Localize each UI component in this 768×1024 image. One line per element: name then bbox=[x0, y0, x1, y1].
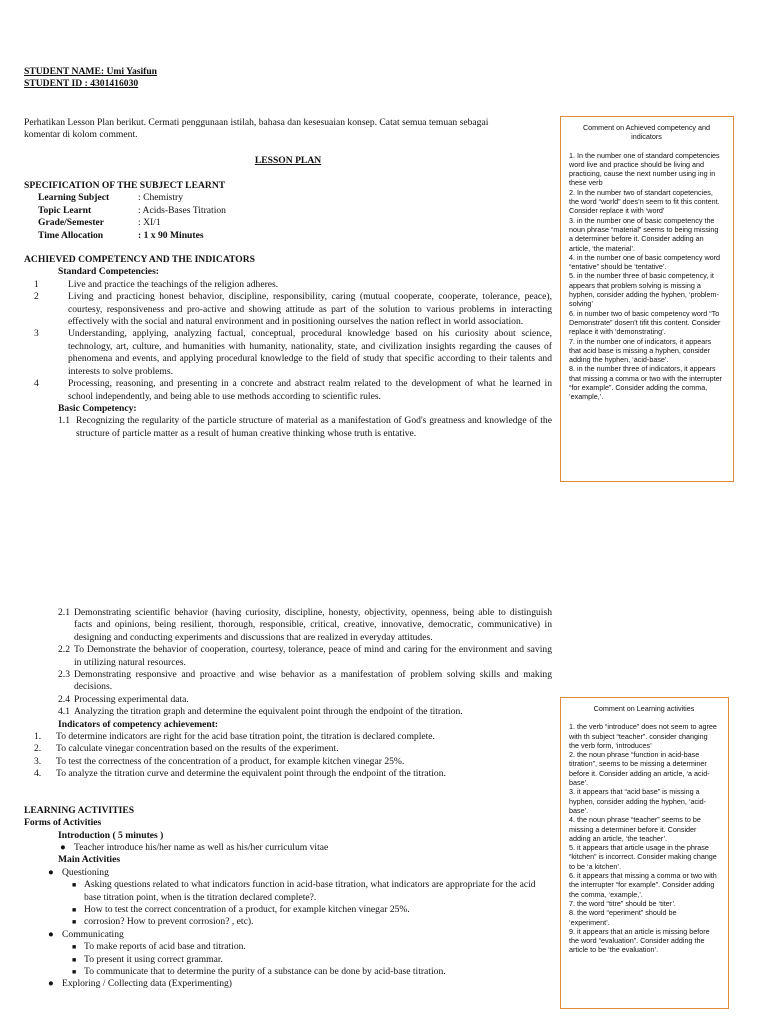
student-identity bbox=[24, 66, 157, 91]
indicator-item: 1. To determine indicators are right for the acid base titration point, the titration is declared complete. bbox=[34, 731, 435, 743]
bullet-icon: ● bbox=[60, 841, 66, 853]
square-bullet-icon: ■ bbox=[72, 905, 77, 914]
basic-item: 4.1 Analyzing the titration graph and determine the equivalent point through the endpoint of the titration. bbox=[58, 706, 463, 718]
indicator-item: 2. To calculate vinegar concentration based on the results of the experiment. bbox=[34, 743, 339, 755]
standard-item: 4 Processing, reasoning, and presenting in a concrete and abstract realm related to the development of what he learned in school independently, and being able to use methods according to scientific rules. bbox=[34, 378, 552, 402]
standard-item: 3 Understanding, applying, analyzing factual, conceptual, procedural knowledge based on his curiosity about science, technology, art, culture, and humanities with humanity, nationality, state, and civilization insights regarding the causes of phenomena and events, and applying procedural knowledge to the field of study that specific according to their talents and interests to solve problems. bbox=[34, 328, 552, 377]
list-item: ■ To make reports of acid base and titration. bbox=[72, 941, 246, 953]
basic-item: 2.4 Processing experimental data. bbox=[58, 693, 189, 705]
basic-item: 2.1 Demonstrating scientific behavior (having curiosity, discipline, honesty, objectivity, openness, being able to distinguish facts and opinions, being resilient, thorough, responsible, critical, creative, innovative, democratic, communicative) in designing and conducting experiments and discussions that are realized in everyday attitudes. bbox=[58, 607, 552, 643]
bullet-icon: ● bbox=[48, 866, 54, 878]
introduction-heading: Introduction ( 5 minutes ) bbox=[58, 829, 164, 841]
basic-item: 1.1 Recognizing the regularity of the particle structure of material as a manifestation of God's greatness and knowledge of the structure of particle matter as a result of human creative thinking whose truth is entative. bbox=[58, 415, 552, 439]
student-name: STUDENT NAME: Umi Yasifun bbox=[24, 66, 157, 77]
main-activities-heading: Main Activities bbox=[58, 854, 121, 866]
square-bullet-icon: ■ bbox=[72, 918, 77, 927]
spec-row: Learning Subject : Chemistry bbox=[38, 192, 184, 204]
list-item: ■ corrosion? How to prevent corrosion? , etc). bbox=[72, 916, 254, 928]
bullet-icon: ● bbox=[48, 928, 54, 940]
standard-item: 1 Live and practice the teachings of the religion adheres. bbox=[34, 278, 279, 290]
achieved-heading: ACHIEVED COMPETENCY AND THE INDICATORS bbox=[24, 254, 255, 266]
instruction-text: Perhatikan Lesson Plan berikut. Cermati penggunaan istilah, bahasa dan kesesuaian konsep. Catat semua temuan sebagai komentar di kolom comment. bbox=[24, 117, 489, 141]
comment-box-learning bbox=[560, 697, 729, 1009]
specification-heading: SPECIFICATION OF THE SUBJECT LEARNT bbox=[24, 180, 226, 191]
spec-row: Topic Learnt : Acids-Bases Titration bbox=[38, 204, 226, 216]
square-bullet-icon: ■ bbox=[72, 881, 77, 890]
list-item: ● Exploring / Collecting data (Experimenting) bbox=[48, 978, 232, 990]
indicator-item: 4. To analyze the titration curve and determine the equivalent point through the endpoint of the titration. bbox=[34, 768, 446, 780]
square-bullet-icon: ■ bbox=[72, 967, 77, 976]
bullet-icon: ● bbox=[48, 978, 54, 990]
forms-heading: Forms of Activities bbox=[24, 817, 102, 829]
list-item: ■ Asking questions related to what indicators function in acid-base titration, what indicators are appropriate for the acid base titration point, when is the titration declared complete?. bbox=[72, 879, 536, 903]
comment-box-achieved bbox=[560, 116, 734, 482]
comment-body: 1. In the number one of standard competencies word live and practice should be living and practicing, cause the next number using ing in these verb 2. In the number two of standart copetencies, the word “world” does’n seem to fit this content. Consider replace it with ‘word’ 3. in the number one of basic competency the noun phrase “material” seems to being missing a determiner before it. Consider adding an article, ‘the material’. 4. in the number one of basic competency word “entative” should be ‘tentative’. 5. in the number three of basic competency, it appears that problem solving is missing a hyphen, consider adding the hyphen, ‘problem-solving’ 6. in number two of basic competency word “To Demonstrate” dosen’t tifit this content. Consider replace it with ‘demonstrating’. 7. in the number one of indicators, it appears that acid base is missing a hyphen, consider adding the hyphen, ‘acid-base’. 8. in the number three of indicators, it appears that missing a comma or two with the interrupter “for example”. Consider adding the comma, ‘example,’. bbox=[569, 150, 722, 402]
standard-item: 2 Living and practicing honest behavior, discipline, responsibility, caring (mutual cooperate, cooperate, tolerance, peace), courtesy, responsiveness and pro-active and showing attitude as part of the solution to various problems in interacting effectively with the social and natural environment and in positioning ourselves the nation reflect in world association. bbox=[34, 291, 552, 328]
square-bullet-icon: ■ bbox=[72, 955, 77, 964]
lesson-plan-title: LESSON PLAN bbox=[254, 155, 322, 166]
list-item: ● Questioning bbox=[48, 866, 109, 878]
indicator-item: 3. To test the correctness of the concentration of a product, for example kitchen vinegar 25%. bbox=[34, 755, 405, 767]
comment-body: 1. the verb “introduce” does not seem to agree with th subject “teacher”. consider changing the verb form, ‘introduces’ 2. the noun phrase “function in acid-base titration”, seems to be missing a determiner before it. Consider adding an article, ‘a acid-base’. 3. it appears that “acid base” is missing a hyphen, consider adding the hyphen, ‘acid-base’. 4. the noun phrase “teacher” seems to be missing a determiner before it. Consider adding an article, ‘the teacher’. 5. it appears that article usage in the phrase “kitchen” is incorrect. Consider making change to be ‘a kitchen’. 6. it appears that missing a comma or two with the interrupter “for example”. Consider adding the comma, ‘example,’. 7. the word “titre” should be ‘titer’. 8. the word “eperiment” should be ‘experiment’. 9. it appears that an article is missing before the word “evaluation”. Consider adding the article to be ‘the evaluation’. bbox=[569, 722, 717, 955]
list-item: ■ How to test the correct concentration of a product, for example kitchen vinegar 25%. bbox=[72, 903, 410, 915]
basic-item: 2.3 Demonstrating responsive and proactive and wise behavior as a manifestation of problem solving skills and making decisions. bbox=[58, 669, 552, 693]
comment-title: Comment on Achieved competency and indicators bbox=[582, 123, 711, 142]
spec-row: Time Allocation : 1 x 90 Minutes bbox=[38, 229, 204, 241]
specification-section bbox=[24, 180, 552, 440]
list-item: ■ To present it using correct grammar. bbox=[72, 953, 223, 965]
student-id: STUDENT ID : 4301416030 bbox=[24, 78, 139, 90]
square-bullet-icon: ■ bbox=[72, 943, 77, 952]
basic-heading: Basic Competency: bbox=[58, 402, 137, 414]
basic-item: 2.2 To Demonstrate the behavior of cooperation, courtesy, tolerance, peace of mind and caring for the environment and saving in utilizing natural resources. bbox=[58, 644, 552, 668]
spec-row: Grade/Semester : XI/1 bbox=[38, 217, 161, 229]
list-item: ● Teacher introduce his/her name as well as his/her curriculum vitae bbox=[60, 841, 329, 853]
comment-title: Comment on Learning activities bbox=[593, 704, 695, 713]
continued-section bbox=[24, 607, 552, 991]
list-item: ● Communicating bbox=[48, 928, 124, 940]
list-item: ■ To communicate that to determine the purity of a substance can be done by acid-base titration. bbox=[72, 965, 446, 977]
learning-activities-heading: LEARNING ACTIVITIES bbox=[24, 804, 135, 816]
indicators-heading: Indicators of competency achievement: bbox=[58, 718, 219, 730]
standard-heading: Standard Competencies: bbox=[58, 266, 159, 278]
